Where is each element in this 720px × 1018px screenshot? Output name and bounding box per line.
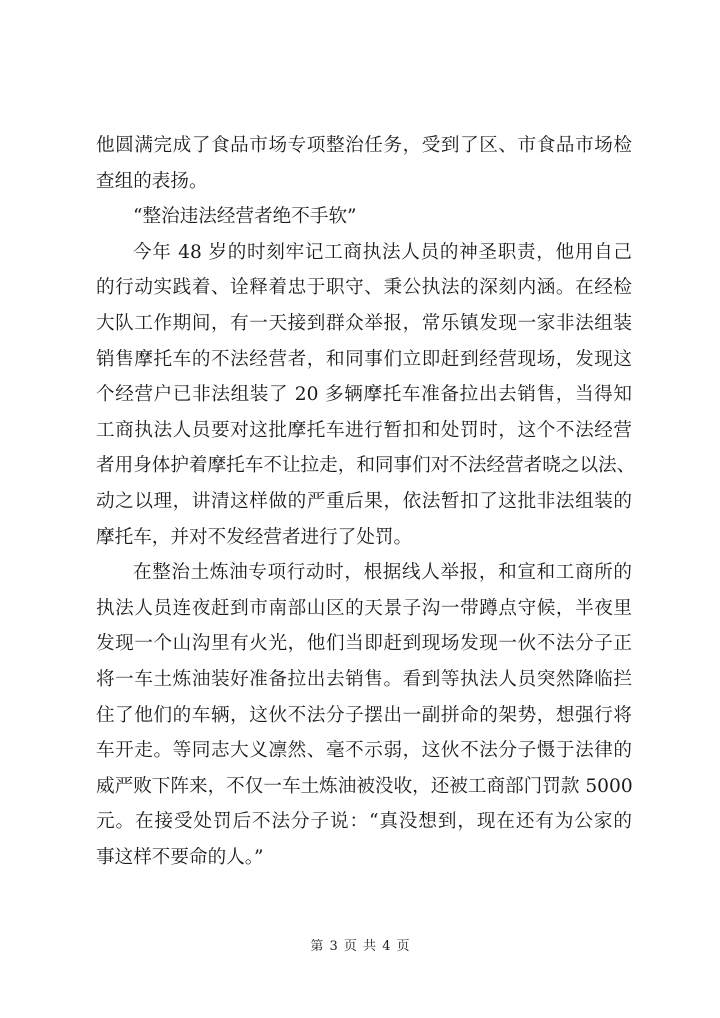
body-line: 威严败下阵来，不仅一车土炼油被没收，还被工商部门罚款 5000 [96,775,633,797]
paragraph-first-line: 在整治土炼油专项行动时，根据线人举报，和宣和工商所的 [133,562,632,584]
body-line: 发现一个山沟里有火光，他们当即赶到现场发现一伙不法分子正 [96,633,632,655]
body-line: 销售摩托车的不法经营者，和同事们立即赶到经营现场，发现这 [96,348,632,370]
body-line: 住了他们的车辆，这伙不法分子摆出一副拼命的架势，想强行将 [96,704,632,726]
body-line: 他圆满完成了食品市场专项整治任务，受到了区、市食品市场检 [96,135,632,156]
body-line: 查组的表扬。 [96,170,208,192]
section-heading: “整治违法经营者绝不手软” [133,206,357,228]
body-line: 者用身体护着摩托车不让拉走，和同事们对不法经营者晓之以法、 [96,455,636,477]
body-line: 元。在接受处罚后不法分子说：“真没想到，现在还有为公家的 [96,811,632,833]
body-text [96,128,636,875]
page-number-footer: 第 3 页 共 4 页 [310,939,410,954]
body-line: 个经营户已非法组装了 20 多辆摩托车准备拉出去销售，当得知 [96,384,632,406]
body-line: 摩托车，并对不发经营者进行了处罚。 [96,526,413,548]
body-line: 将一车土炼油装好准备拉出去销售。看到等执法人员突然降临拦 [96,668,632,690]
body-line: 事这样不要命的人。” [96,846,264,868]
body-line: 工商执法人员要对这批摩托车进行暂扣和处罚时，这个不法经营 [96,419,632,441]
paragraph-first-line: 今年 48 岁的时刻牢记工商执法人员的神圣职责，他用自己 [133,241,632,263]
body-line: 动之以理，讲清这样做的严重后果，依法暂扣了这批非法组装的 [96,490,632,512]
body-line: 执法人员连夜赶到市南部山区的天景子沟一带蹲点守候，半夜里 [96,597,632,619]
body-line: 大队工作期间，有一天接到群众举报，常乐镇发现一家非法组装 [96,312,632,334]
body-line: 的行动实践着、诠释着忠于职守、秉公执法的深刻内涵。在经检 [96,277,632,299]
body-line: 车开走。等同志大义凛然、毫不示弱，这伙不法分子慑于法律的 [96,740,632,762]
